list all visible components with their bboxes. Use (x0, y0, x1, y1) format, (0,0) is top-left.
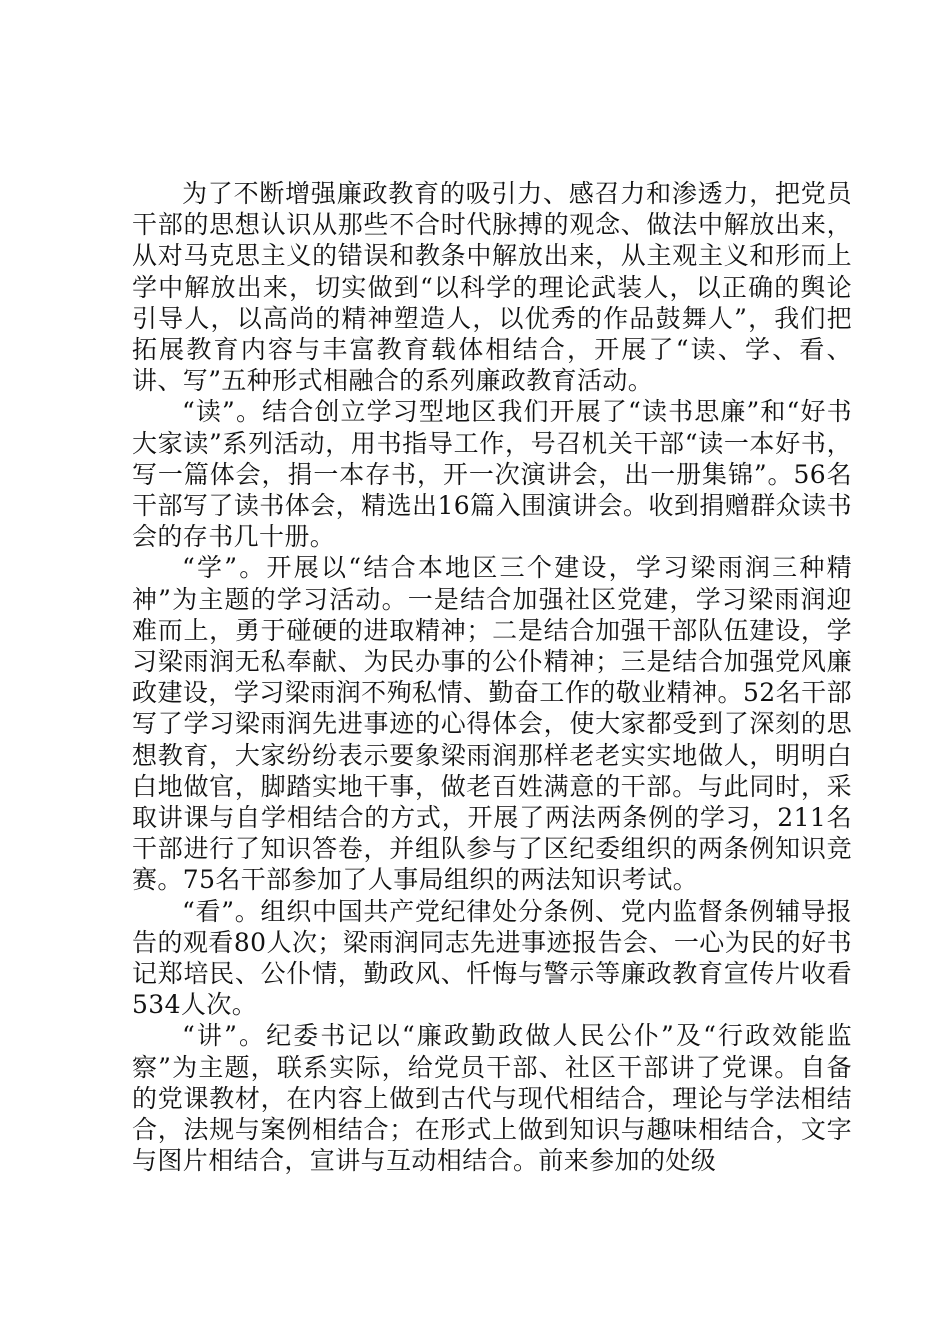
paragraph-learn: “学”。开展以“结合本地区三个建设，学习梁雨润三种精神”为主题的学习活动。一是结合加强社区党建，学习梁雨润迎难而上，勇于碰硬的进取精神；二是结合加强干部队伍建设，学习梁雨润无私奉献、为民办事的公仆精神；三是结合加强党风廉政建设，学习梁雨润不殉私情、勤奋工作的敬业精神。52名干部写了学习梁雨润先进事迹的心得体会，使大家都受到了深刻的思想教育，大家纷纷表示要象梁雨润那样老老实实地做人，明明白白地做官，脚踏实地干事，做老百姓满意的干部。与此同时，采取讲课与自学相结合的方式，开展了两法两条例的学习，211名干部进行了知识答卷，并组队参与了区纪委组织的两条例知识竞赛。75名干部参加了人事局组织的两法知识考试。 (132, 553, 852, 895)
paragraph-watch: “看”。组织中国共产党纪律处分条例、党内监督条例辅导报告的观看80人次；梁雨润同志先进事迹报告会、一心为民的好书记郑培民、公仆情，勤政风、忏悔与警示等廉政教育宣传片收看534人次。 (132, 896, 852, 1020)
paragraph-read: “读”。结合创立学习型地区我们开展了“读书思廉”和“好书大家读”系列活动，用书指导工作，号召机关干部“读一本好书，写一篇体会，捐一本存书，开一次演讲会，出一册集锦”。56名干部写了读书体会，精选出16篇入围演讲会。收到捐赠群众读书会的存书几十册。 (132, 397, 852, 552)
document-body (132, 178, 852, 1177)
paragraph-intro: 为了不断增强廉政教育的吸引力、感召力和渗透力，把党员干部的思想认识从那些不合时代脉搏的观念、做法中解放出来，从对马克思主义的错误和教条中解放出来，从主观主义和形而上学中解放出来，切实做到“以科学的理论武装人，以正确的舆论引导人，以高尚的精神塑造人，以优秀的作品鼓舞人”，我们把拓展教育内容与丰富教育载体相结合，开展了“读、学、看、讲、写”五种形式相融合的系列廉政教育活动。 (132, 179, 852, 396)
paragraph-speak: “讲”。纪委书记以“廉政勤政做人民公仆”及“行政效能监察”为主题，联系实际，给党员干部、社区干部讲了党课。自备的党课教材，在内容上做到古代与现代相结合，理论与学法相结合，法规与案例相结合；在形式上做到知识与趣味相结合，文字与图片相结合，宣讲与互动相结合。前来参加的处级 (132, 1021, 852, 1176)
